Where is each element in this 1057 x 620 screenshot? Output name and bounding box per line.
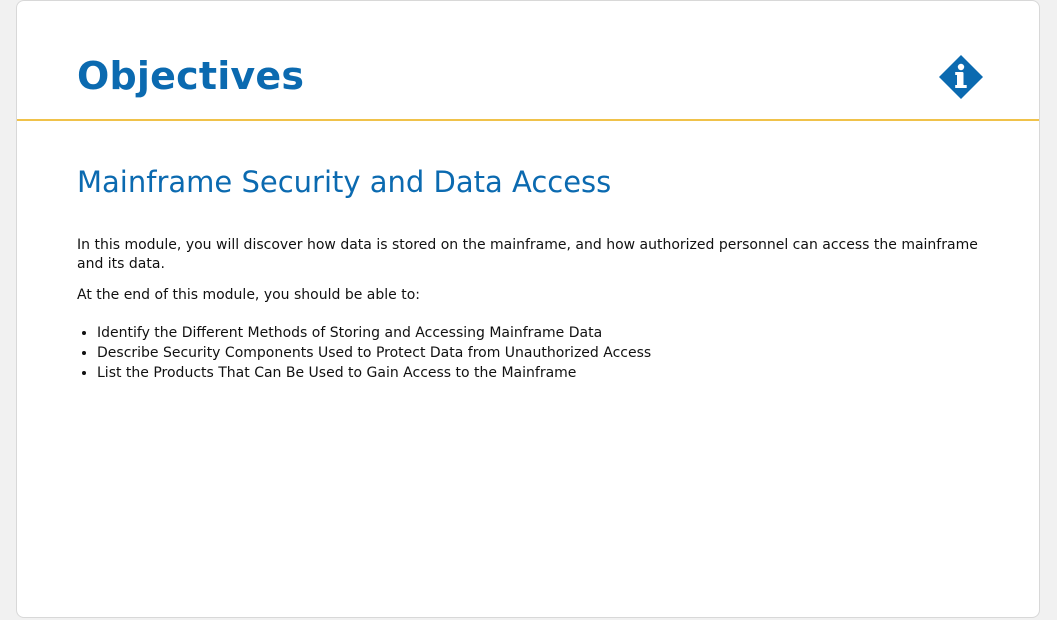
content-card [16, 0, 1040, 618]
objectives-lead: At the end of this module, you should be able to: [77, 287, 420, 303]
list-item: • Describe Security Components Used to Protect Data from Unauthorized Access [97, 343, 987, 363]
module-intro: In this module, you will discover how data is stored on the mainframe, and how authorized personnel can access the mainframe and its data. [77, 237, 978, 272]
info-diamond-icon[interactable] [939, 55, 983, 99]
list-item: • Identify the Different Methods of Storing and Accessing Mainframe Data [97, 323, 987, 343]
module-content [77, 161, 987, 383]
list-item: • List the Products That Can Be Used to Gain Access to the Mainframe [97, 363, 987, 383]
module-title: Mainframe Security and Data Access [77, 165, 612, 199]
objectives-list [77, 323, 987, 383]
card-header [17, 1, 1039, 121]
page-title: Objectives [77, 54, 305, 98]
